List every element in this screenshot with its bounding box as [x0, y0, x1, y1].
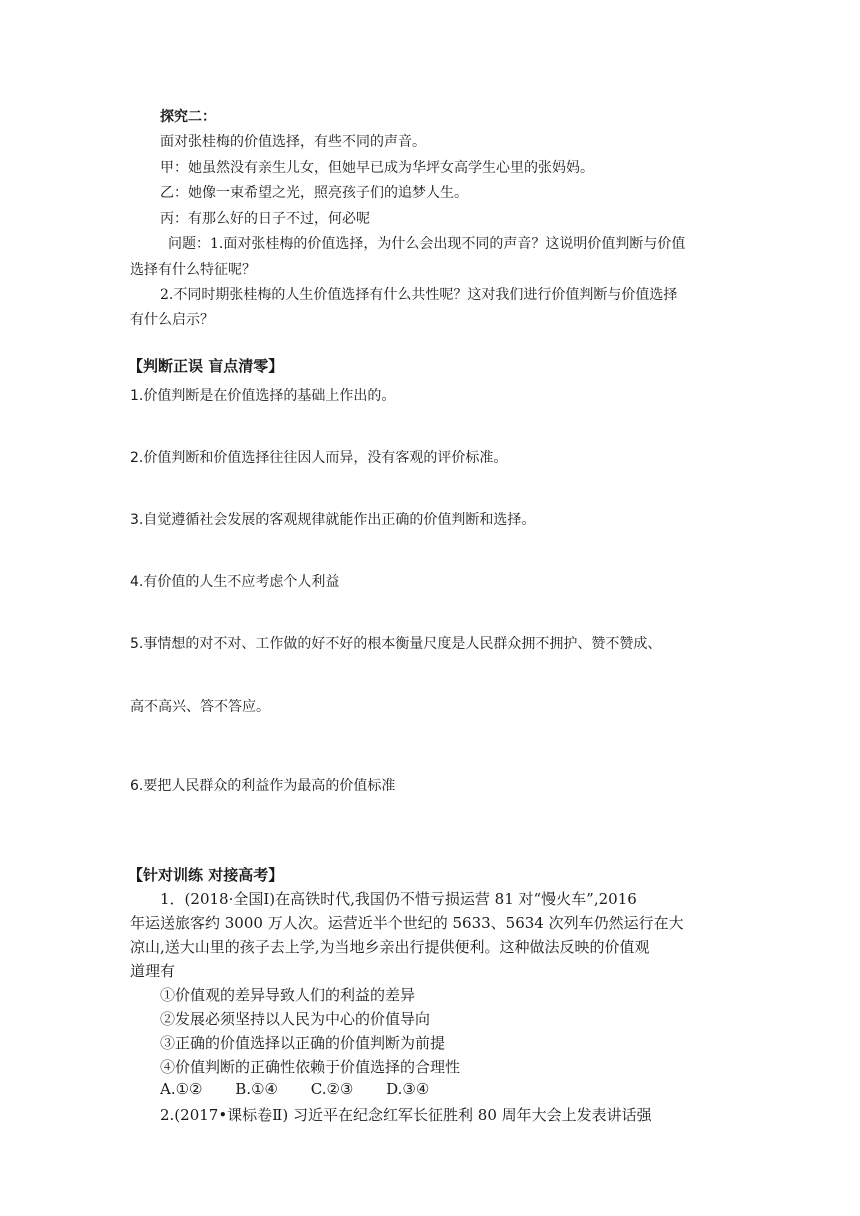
- q1-statement-1: ①价值观的差异导致人们的利益的差异: [160, 986, 416, 1004]
- q1-line-2: 年运送旅客约 3000 万人次。运营近半个世纪的 5633、5634 次列车仍然运行在大: [130, 914, 684, 932]
- q1-statement-2: ②发展必须坚持以人民为中心的价值导向: [160, 1010, 431, 1028]
- voice-c: 丙：有那么好的日子不过，何必呢: [160, 211, 370, 227]
- judge-item-6: 6.要把人民群众的利益作为最高的价值标准: [130, 778, 396, 794]
- question-1-line-1: 问题：1.面对张桂梅的价值选择，为什么会出现不同的声音？这说明价值判断与价值: [168, 236, 686, 252]
- q1-statement-3: ③正确的价值选择以正确的价值判断为前提: [160, 1034, 446, 1052]
- voice-b: 乙：她像一束希望之光，照亮孩子们的追梦人生。: [160, 185, 468, 201]
- judge-item-4: 4.有价值的人生不应考虑个人利益: [130, 574, 340, 590]
- training-heading: 【针对训练 对接高考】: [128, 866, 284, 884]
- explore-title: 探究二：: [160, 109, 216, 125]
- q1-line-1: 1．(2018·全国Ⅰ)在高铁时代,我国仍不惜亏损运营 81 对“慢火车”,2016: [160, 890, 637, 908]
- q1-line-4: 道理有: [130, 962, 176, 980]
- explore-intro: 面对张桂梅的价值选择，有些不同的声音。: [160, 134, 426, 150]
- q1-option-c: C.②③: [310, 1080, 354, 1098]
- judge-item-2: 2.价值判断和价值选择往往因人而异，没有客观的评价标准。: [130, 450, 508, 466]
- question-1-line-2: 选择有什么特征呢？: [130, 262, 256, 278]
- judge-heading: 【判断正误 盲点清零】: [128, 357, 284, 375]
- question-2-line-1: 2.不同时期张桂梅的人生价值选择有什么共性呢？这对我们进行价值判断与价值选择: [160, 287, 678, 303]
- q1-line-3: 凉山,送大山里的孩子去上学,为当地乡亲出行提供便利。这种做法反映的价值观: [130, 938, 650, 956]
- q1-option-d: D.③④: [386, 1080, 430, 1098]
- judge-item-5-line-1: 5.事情想的对不对、工作做的好不好的根本衡量尺度是人民群众拥不拥护、赞不赞成、: [130, 636, 662, 652]
- q2-line-1: 2.(2017•课标卷Ⅱ) 习近平在纪念红军长征胜利 80 周年大会上发表讲话强: [160, 1106, 652, 1124]
- judge-item-3: 3.自觉遵循社会发展的客观规律就能作出正确的价值判断和选择。: [130, 512, 536, 528]
- q1-option-b: B.①④: [235, 1080, 278, 1098]
- voice-a: 甲：她虽然没有亲生儿女，但她早已成为华坪女高学生心里的张妈妈。: [160, 160, 594, 176]
- question-2-line-2: 有什么启示？: [130, 312, 214, 328]
- judge-item-1: 1.价值判断是在价值选择的基础上作出的。: [130, 388, 396, 404]
- q1-option-a: A.①②: [160, 1080, 203, 1098]
- q1-statement-4: ④价值判断的正确性依赖于价值选择的合理性: [160, 1058, 461, 1076]
- q1-options: [160, 1080, 457, 1098]
- judge-item-5-line-2: 高不高兴、答不答应。: [130, 699, 270, 715]
